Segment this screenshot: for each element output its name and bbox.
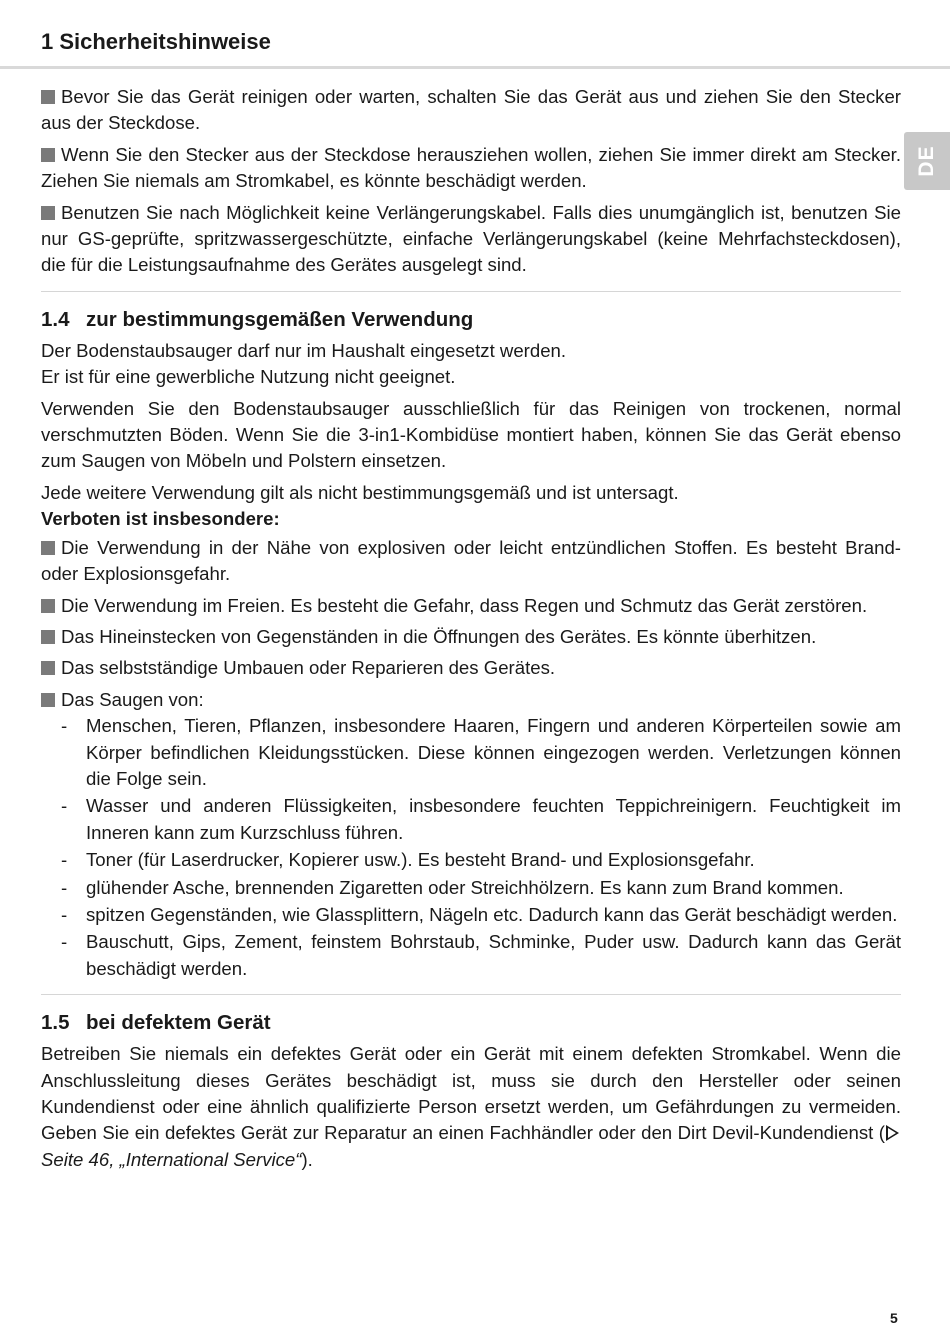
section-heading-1-4: 1.4 zur bestimmungsgemäßen Verwendung [41, 307, 474, 331]
usage-paragraph-2: Verwenden Sie den Bodenstaubsauger ausschließlich für das Reinigen von trockenen, normal verschmutzten Böden. Wenn Sie die 3-in1-Kombidüse montiert haben, können Sie das Gerät ebenso zum Saugen von Möbeln und Polstern einsetzen. [41, 397, 901, 472]
list-item: - Bauschutt, Gips, Zement, feinstem Bohrstaub, Schminke, Puder usw. Dadurch kann das Gerät beschädigt werden. [41, 929, 901, 982]
square-bullet-icon [41, 90, 55, 104]
usage-paragraph-1: Der Bodenstaubsauger darf nur im Haushalt eingesetzt werden. Er ist für eine gewerbliche Nutzung nicht geeignet. [41, 339, 567, 388]
page-reference-arrow-icon [886, 1125, 899, 1141]
intro-bullet-2: Wenn Sie den Stecker aus der Steckdose herausziehen wollen, ziehen Sie immer direkt am Stecker. Ziehen Sie niemals am Stromkabel, es könnte beschädigt werden. [41, 143, 901, 192]
forbidden-bullet-1: Die Verwendung in der Nähe von explosiven oder leicht entzündlichen Stoffen. Es besteht Brand- oder Explosionsgefahr. [41, 536, 901, 585]
suction-list [41, 713, 901, 982]
section-divider [41, 291, 901, 292]
defect-paragraph: Betreiben Sie niemals ein defektes Gerät oder ein Gerät mit einem defekten Stromkabel. Wenn die Anschlussleitung dieses Gerätes beschädigt ist, muss sie durch den Hersteller oder seinen Kundendienst oder eine ähnlich qualifizierte Person ersetzt werden, um Gefährdungen zu vermeiden. Geben Sie ein defektes Gerät zur Reparatur an einen Fachhändler oder den Dirt Devil-Kundendienst (Seite 46, „International Service“). [41, 1043, 901, 1170]
chapter-title: 1 Sicherheitshinweise [41, 29, 271, 54]
language-tab [904, 132, 950, 190]
square-bullet-icon [41, 206, 55, 220]
square-bullet-icon [41, 599, 55, 613]
language-tab-label: DE [915, 145, 938, 177]
list-item: - spitzen Gegenständen, wie Glassplittern, Nägeln etc. Dadurch kann das Gerät beschädigt werden. [41, 902, 901, 928]
square-bullet-icon [41, 693, 55, 707]
section-divider [41, 994, 901, 995]
intro-bullet-1: Bevor Sie das Gerät reinigen oder warten, schalten Sie das Gerät aus und ziehen Sie den Stecker aus der Steckdose. [41, 86, 901, 134]
page-number: 5 [890, 1310, 898, 1326]
section-heading-1-5: 1.5 bei defektem Gerät [41, 1011, 271, 1035]
page-reference-link[interactable]: Seite 46, „International Service“ [41, 1148, 302, 1170]
usage-paragraph-3: Jede weitere Verwendung gilt als nicht bestimmungsgemäß und ist untersagt. [41, 481, 679, 503]
list-item: - glühender Asche, brennenden Zigaretten oder Streichhölzern. Es kann zum Brand kommen. [41, 875, 901, 901]
square-bullet-icon [41, 541, 55, 555]
forbidden-heading: Verboten ist insbesondere: [41, 508, 280, 530]
list-item: - Wasser und anderen Flüssigkeiten, insbesondere feuchten Teppichreinigern. Feuchtigkeit im Inneren kann zum Kurzschluss führen. [41, 793, 901, 846]
intro-bullet-3: Benutzen Sie nach Möglichkeit keine Verlängerungskabel. Falls dies unumgänglich ist, benutzen Sie nur GS-geprüfte, spritzwassergeschützte, einfache Verlängerungskabel (keine Mehrfachsteckdosen), die für die Leistungsaufnahme des Gerätes ausgelegt sind. [41, 201, 901, 276]
list-item: - Toner (für Laserdrucker, Kopierer usw.). Es besteht Brand- und Explosionsgefahr. [41, 847, 901, 873]
square-bullet-icon [41, 661, 55, 675]
header-divider [0, 66, 950, 69]
square-bullet-icon [41, 630, 55, 644]
square-bullet-icon [41, 148, 55, 162]
list-item: - Menschen, Tieren, Pflanzen, insbesondere Haaren, Fingern und anderen Körperteilen sowie am Körper befindlichen Kleidungsstücken. Diese können eingezogen werden. Verletzungen können die Folge sein. [41, 713, 901, 792]
forbidden-bullet-5: Das Saugen von: [41, 687, 901, 713]
forbidden-bullet-3: Das Hineinstecken von Gegenständen in die Öffnungen des Gerätes. Es könnte überhitzen. [41, 624, 901, 650]
forbidden-bullet-4: Das selbstständige Umbauen oder Reparieren des Gerätes. [41, 655, 901, 681]
forbidden-bullet-2: Die Verwendung im Freien. Es besteht die Gefahr, dass Regen und Schmutz das Gerät zerstören. [41, 593, 901, 619]
page-content [41, 84, 901, 1178]
